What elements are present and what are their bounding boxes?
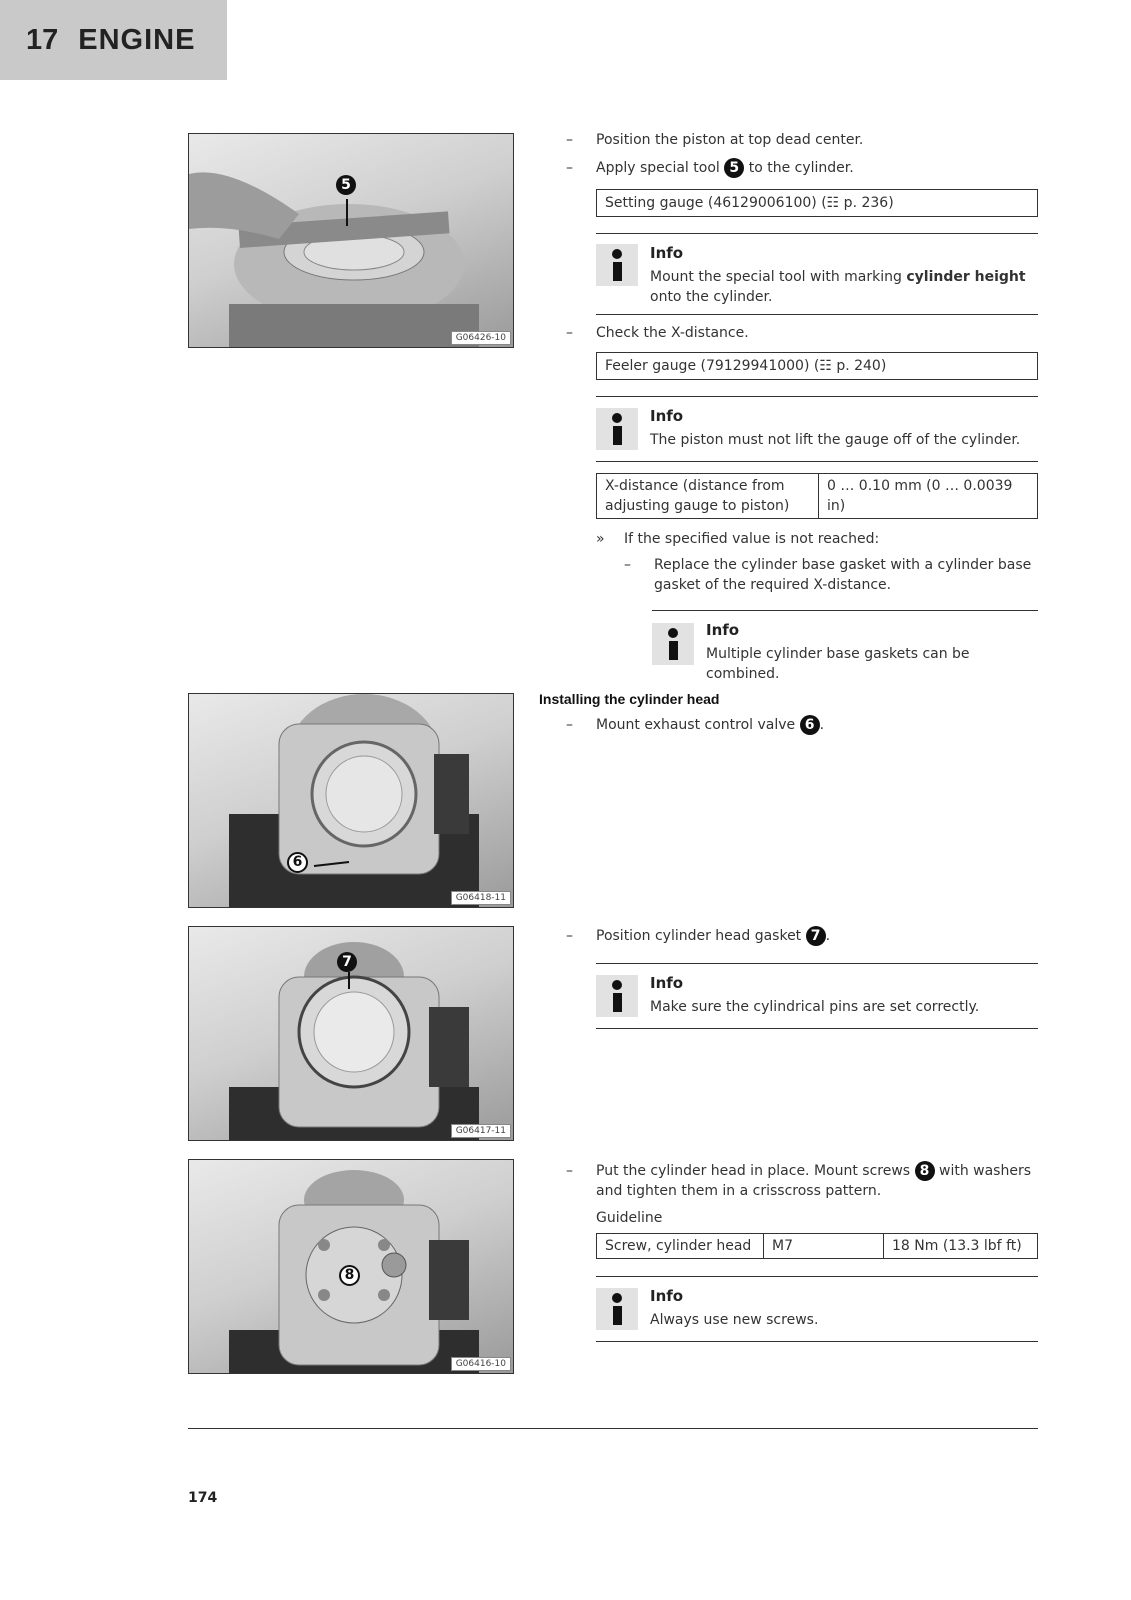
guideline-item: Screw, cylinder head [597, 1234, 764, 1259]
condition-not-reached: » If the specified value is not reached: [596, 529, 1038, 551]
photo-setting-gauge [188, 133, 514, 348]
info-bold-term: cylinder height [906, 269, 1026, 285]
step-text: Position the piston at top dead center. [596, 132, 864, 148]
guideline-label: Guideline [596, 1210, 663, 1226]
info-title: Info [650, 974, 684, 992]
figure-id: G06418-11 [451, 891, 511, 905]
marker-7: 7 [337, 952, 357, 972]
info-title: Info [650, 244, 684, 262]
guideline-torque: 18 Nm (13.3 lbf ft) [884, 1234, 1038, 1259]
marker-8: 8 [915, 1161, 935, 1181]
info-icon [596, 244, 638, 286]
sub-step-replace-gasket: – Replace the cylinder base gasket with a cylinder base gasket of the required X-distance. [624, 555, 1038, 597]
info-title: Info [650, 1287, 684, 1305]
marker-7: 7 [806, 926, 826, 946]
step-text: Apply special tool [596, 160, 720, 176]
figure-id: G06417-11 [451, 1124, 511, 1138]
info-box-piston-lift [596, 396, 1038, 462]
guideline-size: M7 [764, 1234, 884, 1259]
step-text: Put the cylinder head in place. Mount screws [596, 1163, 911, 1179]
marker-5: 5 [724, 158, 744, 178]
marker-8: 8 [339, 1265, 360, 1286]
x-distance-value: 0 … 0.10 mm (0 … 0.0039 in) [819, 474, 1038, 519]
tool-setting-gauge: Setting gauge (46129006100) (☷ p. 236) [596, 189, 1038, 217]
condition-text: If the specified value is not reached: [624, 531, 880, 547]
marker-6: 6 [800, 715, 820, 735]
chapter-title: ENGINE [78, 23, 196, 56]
step-text: Replace the cylinder base gasket with a cylinder base gasket of the required X-distance. [654, 557, 1032, 593]
step-position-head-gasket: – Position cylinder head gasket 7 . [566, 928, 831, 944]
info-icon [596, 408, 638, 450]
footer-divider [188, 1428, 1038, 1429]
info-title: Info [650, 407, 684, 425]
step-check-x-distance: – Check the X-distance. [566, 323, 1038, 345]
step-apply-special-tool: – Apply special tool 5 to the cylinder. [566, 160, 854, 176]
step-text: to the cylinder. [748, 160, 854, 176]
info-box-combine-gaskets [652, 610, 1038, 682]
page-number: 174 [188, 1490, 218, 1506]
marker-5: 5 [336, 175, 356, 195]
info-text: Always use new screws. [650, 1312, 819, 1328]
photo-illustration [189, 134, 514, 348]
photo-cylinder-head-gasket [188, 926, 514, 1141]
step-position-piston: – Position the piston at top dead center. [566, 130, 1038, 152]
figure-id: G06426-10 [451, 331, 511, 345]
section-title: Installing the cylinder head [539, 691, 720, 707]
chapter-header [0, 0, 227, 80]
chapter-number: 17 [26, 23, 59, 56]
info-text: Mount the special tool with marking cylinder height onto the cylinder. [650, 269, 1026, 305]
step-mount-exhaust-valve: – Mount exhaust control valve 6 . [566, 717, 825, 733]
info-box-new-screws [596, 1276, 1038, 1342]
x-distance-label: X-distance (distance from adjusting gauge to piston) [597, 474, 819, 519]
step-text: with washers and tighten them in a crisscross pattern. [596, 1163, 1032, 1199]
marker-6: 6 [287, 852, 308, 873]
step-text: Check the X-distance. [596, 325, 749, 341]
x-distance-table [596, 473, 1038, 519]
photo-illustration [189, 694, 514, 908]
step-text: Mount exhaust control valve [596, 717, 796, 733]
tool-feeler-gauge: Feeler gauge (79129941000) (☷ p. 240) [596, 352, 1038, 380]
step-cylinder-head-screws: – Put the cylinder head in place. Mount screws 8 with washers and tighten them in a crisscross pattern. [566, 1163, 1032, 1199]
guideline-table [596, 1233, 1038, 1259]
info-title: Info [706, 621, 740, 639]
figure-id: G06416-10 [451, 1357, 511, 1371]
step-text: Position cylinder head gasket [596, 928, 802, 944]
info-text: The piston must not lift the gauge off of the cylinder. [650, 432, 1021, 448]
photo-cylinder-head-screws [188, 1159, 514, 1374]
info-icon [652, 623, 694, 665]
info-text: Multiple cylinder base gaskets can be combined. [706, 646, 970, 682]
info-icon [596, 975, 638, 1017]
info-icon [596, 1288, 638, 1330]
info-box-mount-tool [596, 233, 1038, 315]
info-box-cylindrical-pins [596, 963, 1038, 1029]
photo-exhaust-control-valve [188, 693, 514, 908]
info-text: Make sure the cylindrical pins are set correctly. [650, 999, 980, 1015]
